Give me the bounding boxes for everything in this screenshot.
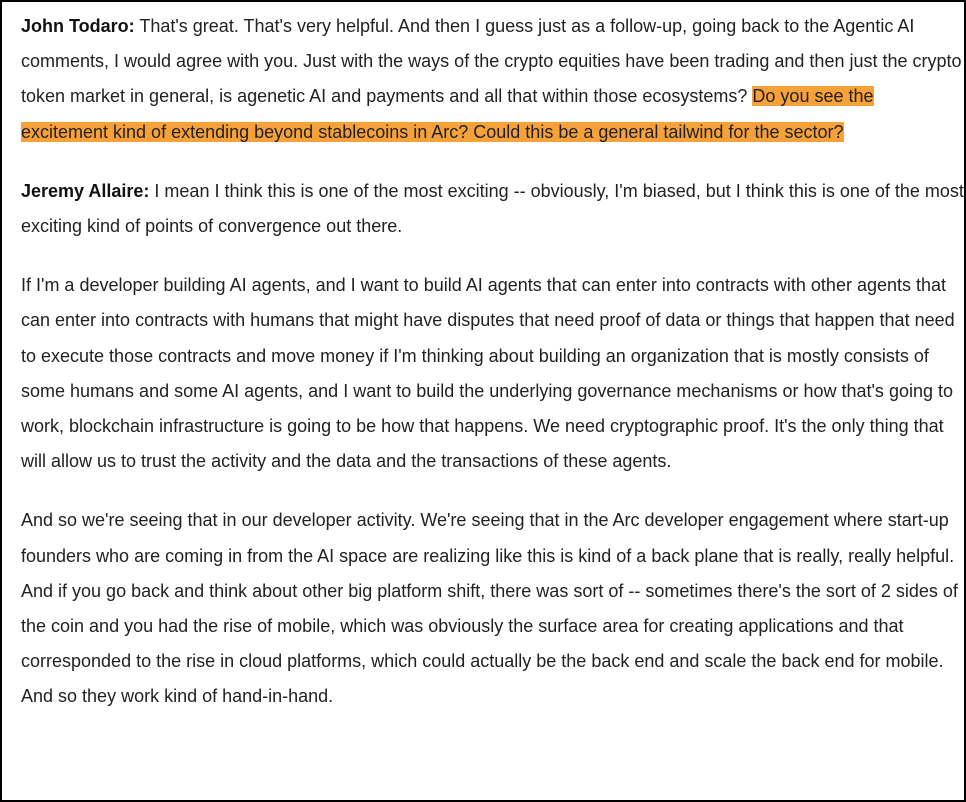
transcript-paragraph-3 — [21, 268, 964, 479]
speaker-name: John Todaro: — [21, 16, 135, 36]
transcript-paragraph-4 — [21, 503, 964, 714]
paragraph-text: And so we're seeing that in our developer activity. We're seeing that in the Arc developer engagement where start-up founders who are coming in from the AI space are realizing like this is kind of a back plane that is really, really helpful. And if you go back and think about other big platform shift, there was sort of -- sometimes there's the sort of 2 sides of the coin and you had the rise of mobile, which was obviously the surface area for creating applications and that corresponded to the rise in cloud platforms, which could actually be the back end and scale the back end for mobile. And so they work kind of hand-in-hand. — [21, 510, 958, 707]
transcript-paragraph-1 — [21, 9, 964, 150]
paragraph-text: That's great. That's very helpful. And then I guess just as a follow-up, going back to the Agentic AI comments, I would agree with you. Just with the ways of the crypto equities have been trading and then just the crypto token market in general, is agenetic AI and payments and all that within those ecosystems? — [21, 16, 962, 107]
transcript-paragraph-2 — [21, 174, 964, 244]
paragraph-text: If I'm a developer building AI agents, and I want to build AI agents that can enter into contracts with other agents that can enter into contracts with humans that might have disputes that need proof of data or things that happen that need to execute those contracts and move money if I'm thinking about building an organization that is mostly consists of some humans and some AI agents, and I want to build the underlying governance mechanisms or how that's going to work, blockchain infrastructure is going to be how that happens. We need cryptographic proof. It's the only thing that will allow us to trust the activity and the data and the transactions of these agents. — [21, 275, 955, 472]
paragraph-text: I mean I think this is one of the most exciting -- obviously, I'm biased, but I think this is one of the most exciting kind of points of convergence out there. — [21, 180, 964, 237]
highlighted-question: Do you see the excitement kind of extending beyond stablecoins in Arc? Could this be a general tailwind for the sector? — [21, 86, 874, 142]
speaker-name: Jeremy Allaire: — [21, 180, 150, 201]
